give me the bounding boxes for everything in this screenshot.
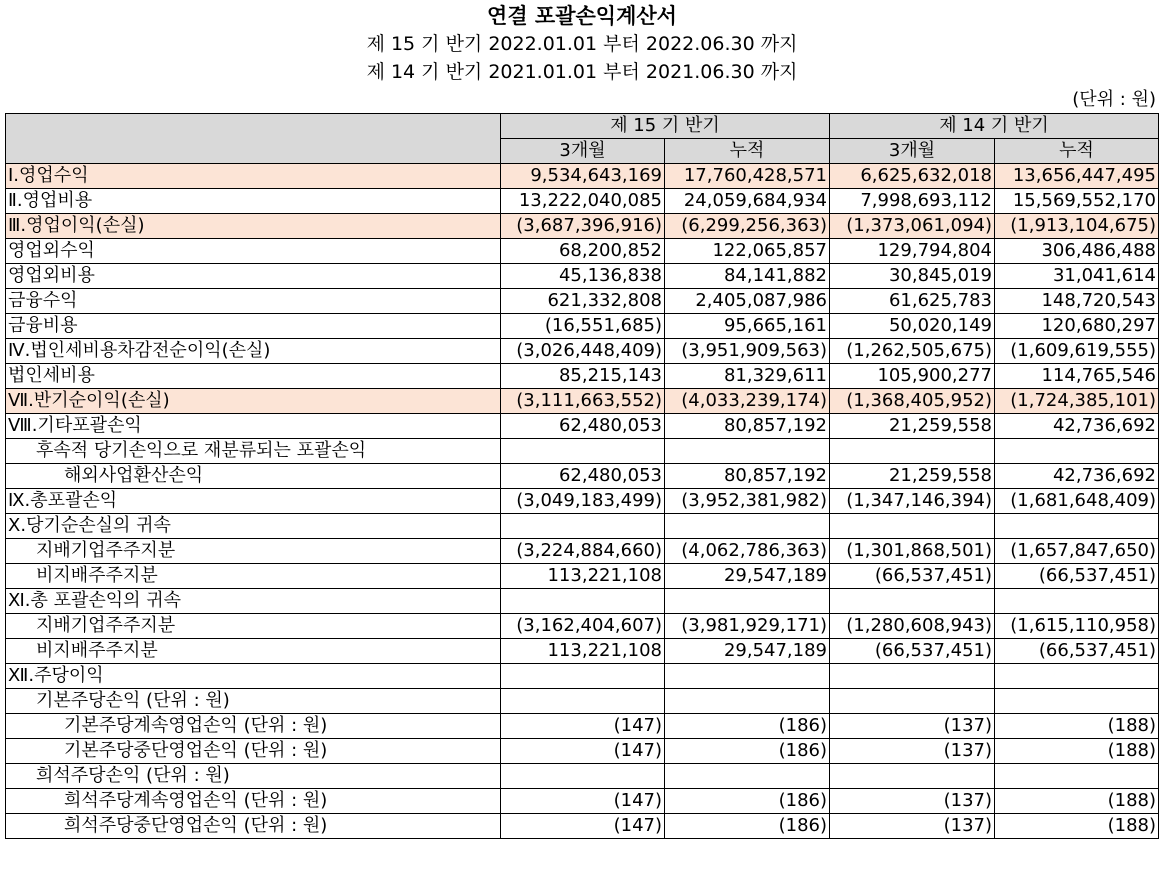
row-value: 29,547,189 [665,564,830,589]
row-value [501,764,665,789]
table-row [6,614,1159,639]
row-value [995,514,1159,539]
row-label: 금융수익 [6,289,501,314]
row-value: 29,547,189 [665,639,830,664]
row-value [665,764,830,789]
row-value: (3,952,381,982) [665,489,830,514]
row-value: 30,845,019 [830,264,995,289]
table-row [6,214,1159,239]
row-value: (1,280,608,943) [830,614,995,639]
row-value: (66,537,451) [830,564,995,589]
row-value: 21,259,558 [830,414,995,439]
row-label: 희석주당중단영업손익 (단위 : 원) [6,814,501,839]
row-value: (186) [665,714,830,739]
row-label: 법인세비용 [6,364,501,389]
table-row [6,489,1159,514]
row-value: (1,657,847,650) [995,539,1159,564]
table-row [6,714,1159,739]
header-14-cumulative: 누적 [995,139,1159,164]
row-value: 80,857,192 [665,414,830,439]
row-value: 17,760,428,571 [665,164,830,189]
row-value [995,689,1159,714]
row-value: 95,665,161 [665,314,830,339]
row-value: 62,480,053 [501,464,665,489]
row-value [665,439,830,464]
row-label: Ⅹ.당기순손실의 귀속 [6,514,501,539]
row-value: (1,347,146,394) [830,489,995,514]
row-label: 영업외수익 [6,239,501,264]
table-row [6,389,1159,414]
row-value: 42,736,692 [995,414,1159,439]
row-value: 15,569,552,170 [995,189,1159,214]
row-value: (147) [501,814,665,839]
row-value: (3,224,884,660) [501,539,665,564]
header-row-periods [6,114,1159,139]
row-value: (3,687,396,916) [501,214,665,239]
row-value: 13,656,447,495 [995,164,1159,189]
table-row [6,314,1159,339]
row-value [830,689,995,714]
header-period-14: 제 14 기 반기 [830,114,1159,139]
row-label: 지배기업주주지분 [6,539,501,564]
table-body [6,164,1159,839]
table-row [6,439,1159,464]
table-row [6,514,1159,539]
income-statement-table [5,113,1159,839]
row-value: (186) [665,814,830,839]
row-value: (147) [501,789,665,814]
row-value: 113,221,108 [501,564,665,589]
row-value [830,514,995,539]
row-value [830,589,995,614]
table-row [6,414,1159,439]
row-label: Ⅺ.총 포괄손익의 귀속 [6,589,501,614]
row-label: 희석주당계속영업손익 (단위 : 원) [6,789,501,814]
row-value: (1,301,868,501) [830,539,995,564]
row-value: 61,625,783 [830,289,995,314]
row-label: Ⅶ.반기순이익(손실) [6,389,501,414]
row-value: (3,981,929,171) [665,614,830,639]
row-value [501,514,665,539]
table-row [6,239,1159,264]
row-value: 84,141,882 [665,264,830,289]
row-value [501,689,665,714]
row-value [995,764,1159,789]
row-label: Ⅰ.영업수익 [6,164,501,189]
period-prior: 제 14 기 반기 2021.01.01 부터 2021.06.30 까지 [366,61,798,83]
row-label: Ⅻ.주당이익 [6,664,501,689]
row-value: (188) [995,814,1159,839]
table-row [6,289,1159,314]
row-value: (137) [830,714,995,739]
row-value: 129,794,804 [830,239,995,264]
row-value: 148,720,543 [995,289,1159,314]
row-value: 6,625,632,018 [830,164,995,189]
table-row [6,639,1159,664]
row-value: (3,049,183,499) [501,489,665,514]
row-value [995,589,1159,614]
row-value: (3,111,663,552) [501,389,665,414]
unit-label: (단위 : 원) [1072,89,1156,110]
row-value: 621,332,808 [501,289,665,314]
row-value: (3,951,909,563) [665,339,830,364]
row-label: Ⅲ.영업이익(손실) [6,214,501,239]
statement-title: 연결 포괄손익계산서 [487,4,677,28]
header-15-three-months: 3개월 [501,139,665,164]
row-value: 31,041,614 [995,264,1159,289]
row-value: (4,033,239,174) [665,389,830,414]
row-value: (147) [501,739,665,764]
table-row [6,164,1159,189]
row-value [501,439,665,464]
header-14-three-months: 3개월 [830,139,995,164]
row-value: 85,215,143 [501,364,665,389]
table-row [6,664,1159,689]
table-row [6,364,1159,389]
row-value: (186) [665,739,830,764]
row-value [995,439,1159,464]
row-value [665,689,830,714]
row-label: 영업외비용 [6,264,501,289]
row-label: Ⅱ.영업비용 [6,189,501,214]
row-value: (188) [995,739,1159,764]
row-label: 기본주당중단영업손익 (단위 : 원) [6,739,501,764]
row-label: 기본주당손익 (단위 : 원) [6,689,501,714]
row-value: (1,681,648,409) [995,489,1159,514]
row-value: (137) [830,789,995,814]
row-value: 45,136,838 [501,264,665,289]
table-row [6,589,1159,614]
table-row [6,564,1159,589]
row-value: (137) [830,739,995,764]
table-row [6,264,1159,289]
row-label: Ⅷ.기타포괄손익 [6,414,501,439]
row-value: (1,724,385,101) [995,389,1159,414]
period-current: 제 15 기 반기 2022.01.01 부터 2022.06.30 까지 [366,33,798,55]
header-blank-cell [6,114,501,164]
table-row [6,814,1159,839]
table-row [6,739,1159,764]
table-row [6,189,1159,214]
row-value: 21,259,558 [830,464,995,489]
row-value: (66,537,451) [995,564,1159,589]
table-row [6,689,1159,714]
row-value [501,589,665,614]
table-row [6,339,1159,364]
row-label: 비지배주주지분 [6,564,501,589]
row-value: (1,609,619,555) [995,339,1159,364]
row-value: (1,373,061,094) [830,214,995,239]
row-value [665,514,830,539]
table-row [6,464,1159,489]
header-15-cumulative: 누적 [665,139,830,164]
row-value [830,764,995,789]
row-value: 50,020,149 [830,314,995,339]
row-value [501,664,665,689]
table-row [6,764,1159,789]
row-value: (1,262,505,675) [830,339,995,364]
row-value: (4,062,786,363) [665,539,830,564]
row-label: Ⅸ.총포괄손익 [6,489,501,514]
row-value: (3,026,448,409) [501,339,665,364]
row-value: 2,405,087,986 [665,289,830,314]
row-value: (16,551,685) [501,314,665,339]
row-value: (1,615,110,958) [995,614,1159,639]
table-row [6,789,1159,814]
table-row [6,539,1159,564]
row-value: (186) [665,789,830,814]
row-label: 기본주당계속영업손익 (단위 : 원) [6,714,501,739]
row-value: (1,368,405,952) [830,389,995,414]
row-value [665,589,830,614]
row-label: 희석주당손익 (단위 : 원) [6,764,501,789]
row-label: 후속적 당기손익으로 재분류되는 포괄손익 [6,439,501,464]
row-value [830,664,995,689]
row-value: 81,329,611 [665,364,830,389]
row-value: (6,299,256,363) [665,214,830,239]
row-value: 122,065,857 [665,239,830,264]
row-value: (188) [995,714,1159,739]
row-value: 114,765,546 [995,364,1159,389]
row-value: (188) [995,789,1159,814]
row-label: Ⅳ.법인세비용차감전순이익(손실) [6,339,501,364]
header-period-15: 제 15 기 반기 [501,114,830,139]
row-value [665,664,830,689]
row-value: 113,221,108 [501,639,665,664]
row-value: 9,534,643,169 [501,164,665,189]
row-label: 지배기업주주지분 [6,614,501,639]
row-value: (66,537,451) [995,639,1159,664]
row-value: 80,857,192 [665,464,830,489]
row-value: 13,222,040,085 [501,189,665,214]
row-label: 비지배주주지분 [6,639,501,664]
row-value: 306,486,488 [995,239,1159,264]
row-value: 105,900,277 [830,364,995,389]
row-value: (137) [830,814,995,839]
row-value: 7,998,693,112 [830,189,995,214]
row-label: 금융비용 [6,314,501,339]
row-value: 68,200,852 [501,239,665,264]
row-value: 24,059,684,934 [665,189,830,214]
row-value [995,664,1159,689]
row-value [830,439,995,464]
row-label: 해외사업환산손익 [6,464,501,489]
row-value: 42,736,692 [995,464,1159,489]
row-value: 120,680,297 [995,314,1159,339]
row-value: 62,480,053 [501,414,665,439]
row-value: (1,913,104,675) [995,214,1159,239]
row-value: (66,537,451) [830,639,995,664]
row-value: (147) [501,714,665,739]
row-value: (3,162,404,607) [501,614,665,639]
